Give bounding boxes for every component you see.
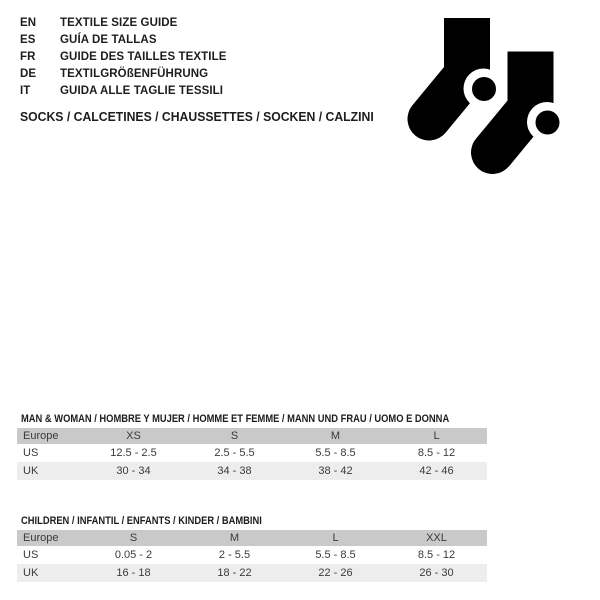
size-cell: 42 - 46: [419, 465, 454, 477]
column-header-region: Europe: [23, 532, 59, 544]
column-header-size: XS: [126, 430, 141, 442]
size-cell: 26 - 30: [419, 567, 454, 579]
size-cell: 12.5 - 2.5: [110, 447, 157, 459]
language-code: DE: [20, 68, 37, 80]
language-label: TEXTILGRÖßENFÜHRUNG: [60, 68, 209, 80]
column-header-size: L: [433, 430, 440, 442]
size-table-man-woman: [17, 413, 487, 480]
size-cell: 8.5 - 12: [417, 447, 456, 459]
table-row: [17, 444, 487, 462]
size-table: [17, 428, 487, 480]
table-title: [21, 515, 487, 527]
size-table-children: [17, 515, 487, 582]
language-code: EN: [20, 17, 37, 29]
region-label: UK: [23, 465, 39, 477]
language-code: FR: [20, 51, 36, 63]
socks-icon: [405, 15, 575, 180]
column-header-region: Europe: [23, 430, 59, 442]
size-cell: 38 - 42: [318, 465, 353, 477]
size-cell: 34 - 38: [217, 465, 252, 477]
table-row: [17, 546, 487, 564]
language-row-it: [20, 83, 227, 100]
region-label: US: [23, 447, 39, 459]
column-header-size: S: [230, 430, 239, 442]
table-title-text: CHILDREN / INFANTIL / ENFANTS / KINDER / BAMBINI: [21, 515, 262, 527]
column-header-size: M: [229, 532, 240, 544]
size-cell: 5.5 - 8.5: [315, 549, 356, 561]
language-row-en: [20, 15, 227, 32]
column-header-size: M: [330, 430, 341, 442]
size-cell: 16 - 18: [116, 567, 151, 579]
category-title: [20, 109, 396, 124]
size-cell: 8.5 - 12: [417, 549, 456, 561]
size-cell: 18 - 22: [217, 567, 252, 579]
table-title-text: MAN & WOMAN / HOMBRE Y MUJER / HOMME ET FEMME / MANN UND FRAU / UOMO E DONNA: [21, 413, 450, 425]
size-table: [17, 530, 487, 582]
region-label: UK: [23, 567, 39, 579]
size-cell: 5.5 - 8.5: [315, 447, 356, 459]
language-label: GUÍA DE TALLAS: [60, 34, 157, 46]
table-row: [17, 564, 487, 582]
sock-left-icon: [429, 18, 504, 119]
language-label: TEXTILE SIZE GUIDE: [60, 17, 178, 29]
size-cell: 30 - 34: [116, 465, 151, 477]
column-header-size: XXL: [426, 532, 447, 544]
language-row-es: [20, 32, 227, 49]
language-list: [20, 15, 227, 100]
table-header-row: [17, 530, 487, 546]
language-row-de: [20, 66, 227, 83]
table-title: [21, 413, 487, 425]
language-label: GUIDA ALLE TAGLIE TESSILI: [60, 85, 224, 97]
language-code: ES: [20, 34, 36, 46]
language-code: IT: [20, 85, 31, 97]
sock-right-icon: [493, 52, 568, 153]
size-cell: 22 - 26: [318, 567, 353, 579]
column-header-size: L: [332, 532, 339, 544]
size-cell: 0.05 - 2: [114, 549, 153, 561]
category-title-text: SOCKS / CALCETINES / CHAUSSETTES / SOCKEN / CALZINI: [20, 109, 374, 124]
language-row-fr: [20, 49, 227, 66]
table-row: [17, 462, 487, 480]
language-label: GUIDE DES TAILLES TEXTILE: [60, 51, 227, 63]
size-cell: 2 - 5.5: [218, 549, 251, 561]
column-header-size: S: [129, 532, 138, 544]
region-label: US: [23, 549, 39, 561]
size-cell: 2.5 - 5.5: [214, 447, 255, 459]
table-header-row: [17, 428, 487, 444]
